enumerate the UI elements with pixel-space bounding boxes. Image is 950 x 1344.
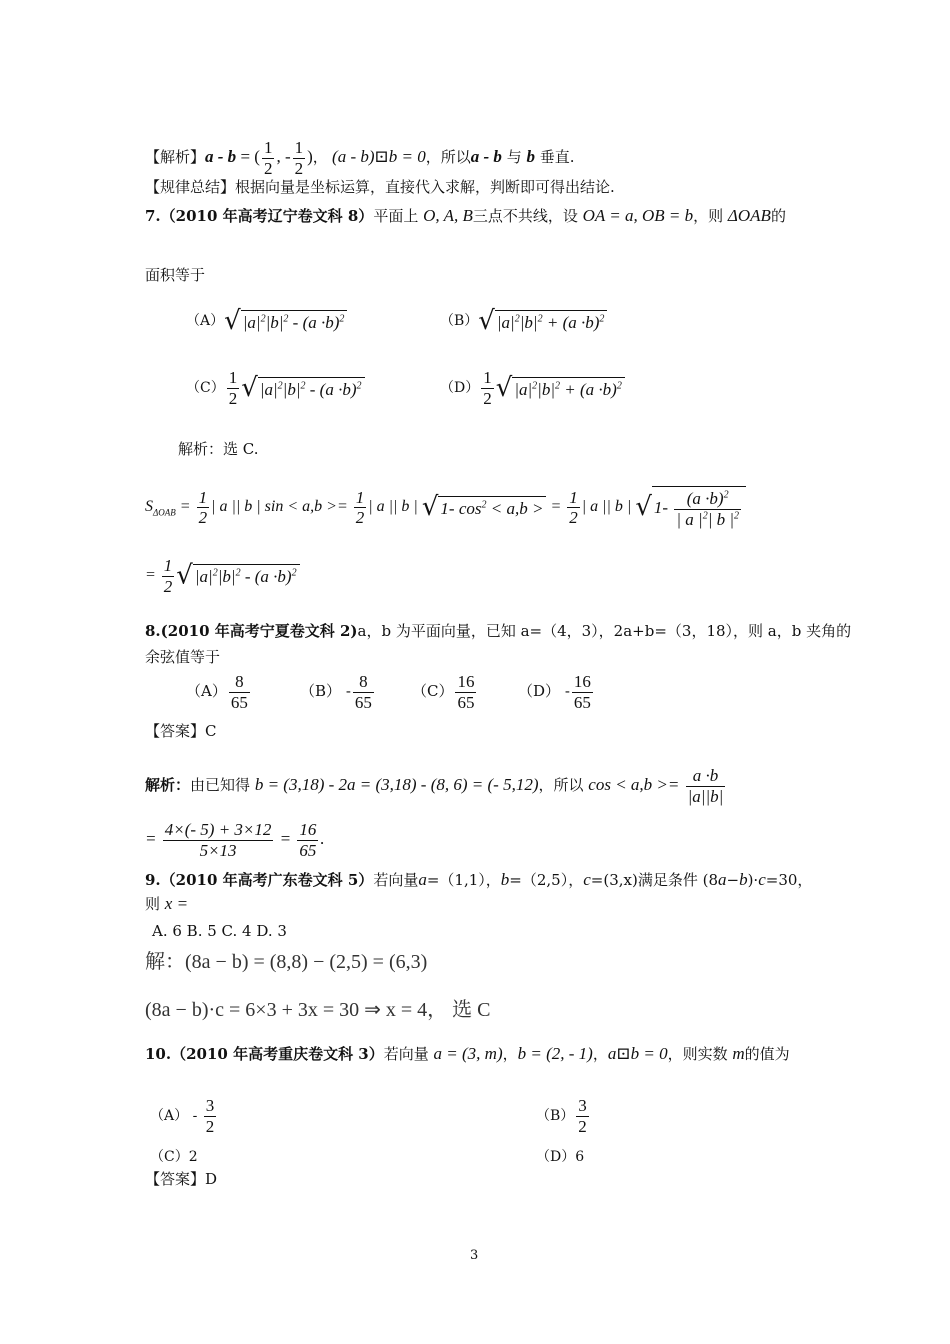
q9-handwritten-2: (8a − b)·c = 6×3 + 3x = 30 ⇒ x = 4， 选 C <box>145 999 491 1021</box>
q8-answer: 【答案】C <box>145 722 217 740</box>
question-7: 7.（2010 年高考辽宁卷文科 8）平面上 O, A, B三点不共线，设 OA = a, OB = b，则 ΔOAB的 <box>145 206 786 225</box>
page-number: 3 <box>470 1248 479 1263</box>
q8-option-d: （D） - $\frac{16}{65}$ <box>518 672 591 712</box>
summary-line: 【规律总结】根据向量是坐标运算，直接代入求解，判断即可得出结论. <box>145 178 615 196</box>
q7-option-a: （A）√ $|a|^2|b|^2 - (a \cdot b)^2$ <box>186 306 347 336</box>
question-9-cont: 则 x = <box>145 894 189 913</box>
q10-option-a: （A） - $\frac{3}{2}$ <box>150 1096 215 1136</box>
question-10: 10.（2010 年高考重庆卷文科 3）若向量 a = (3, m)，b = (2, - 1)，a⊡b = 0，则实数 m的值为 <box>145 1044 790 1063</box>
q9-handwritten-1: 解：(8a − b) = (8,8) − (2,5) = (6,3) <box>145 951 428 973</box>
q7-option-d: （D） $\frac{1}{2}$ √ $|a|^2|b|^2 + (a \cdot b)^2$ <box>440 368 625 408</box>
q7-option-c: （C） $\frac{1}{2}$ √ $|a|^2|b|^2 - (a \cdot b)^2$ <box>186 368 365 408</box>
q9-options: A. 6 B. 5 C. 4 D. 3 <box>152 922 287 940</box>
q7-option-b: （B）√ $|a|^2|b|^2 + (a \cdot b)^2$ <box>440 306 607 336</box>
question-7-cont: 面积等于 <box>145 266 206 284</box>
q10-option-b: （B） $\frac{3}{2}$ <box>536 1096 587 1136</box>
analysis-line: 【解析】a - b = ( $\frac{1}{2}$ , - $\frac{1}{2}$ )， (a - b)⊡b = 0，所以a - b 与 b 垂直. <box>145 138 575 178</box>
q7-answer: 解析：选 C. <box>178 440 259 458</box>
q8-option-c: （C） $\frac{16}{65}$ <box>412 672 475 712</box>
q7-derivation-2: = $\frac{1}{2}$ √ $|a|^2|b|^2 - (a \cdot b)^2$ <box>145 556 300 596</box>
q10-option-c: （C）2 <box>150 1149 198 1165</box>
question-8: 8.(2010 年高考宁夏卷文科 2)a，b 为平面向量，已知 a=（4，3），2a+b=（3，18），则 a，b 夹角的 <box>145 622 852 640</box>
q10-option-d: （D）6 <box>536 1149 585 1165</box>
q8-analysis: 解析：由已知得 b = (3,18) - 2a = (3,18) - (8, 6) = (- 5,12)，所以 cos < a,b >= $\frac{a \cdot b}{|a||b|}$ <box>145 766 724 806</box>
q8-option-b: （B） - $\frac{8}{65}$ <box>300 672 372 712</box>
question-9: 9.（2010 年高考广东卷文科 5）若向量a=（1,1），b=（2,5），c=(3,x)满足条件 (8a−b)·c=30， <box>145 870 813 889</box>
q8-option-a: （A） $\frac{8}{65}$ <box>186 672 248 712</box>
q8-calc: = $\frac{4\times(- 5) + 3\times 12}{5\times 13}$ = $\frac{16}{65}$ . <box>145 820 325 860</box>
question-8-cont: 余弦值等于 <box>145 648 221 666</box>
q10-answer: 【答案】D <box>145 1170 218 1188</box>
q7-derivation-1: $S_{\Delta OAB}$ = $\frac{1}{2}$ | a || b | sin < a,b >= $\frac{1}{2}$ | a || b | √ 1- $\cos^2 < a,b$ > = $\frac{1}{2}$ | a || b | √ 1- $\frac{(a \cdot b)^2}{| a |^2| b |^2}$ <box>145 486 746 529</box>
